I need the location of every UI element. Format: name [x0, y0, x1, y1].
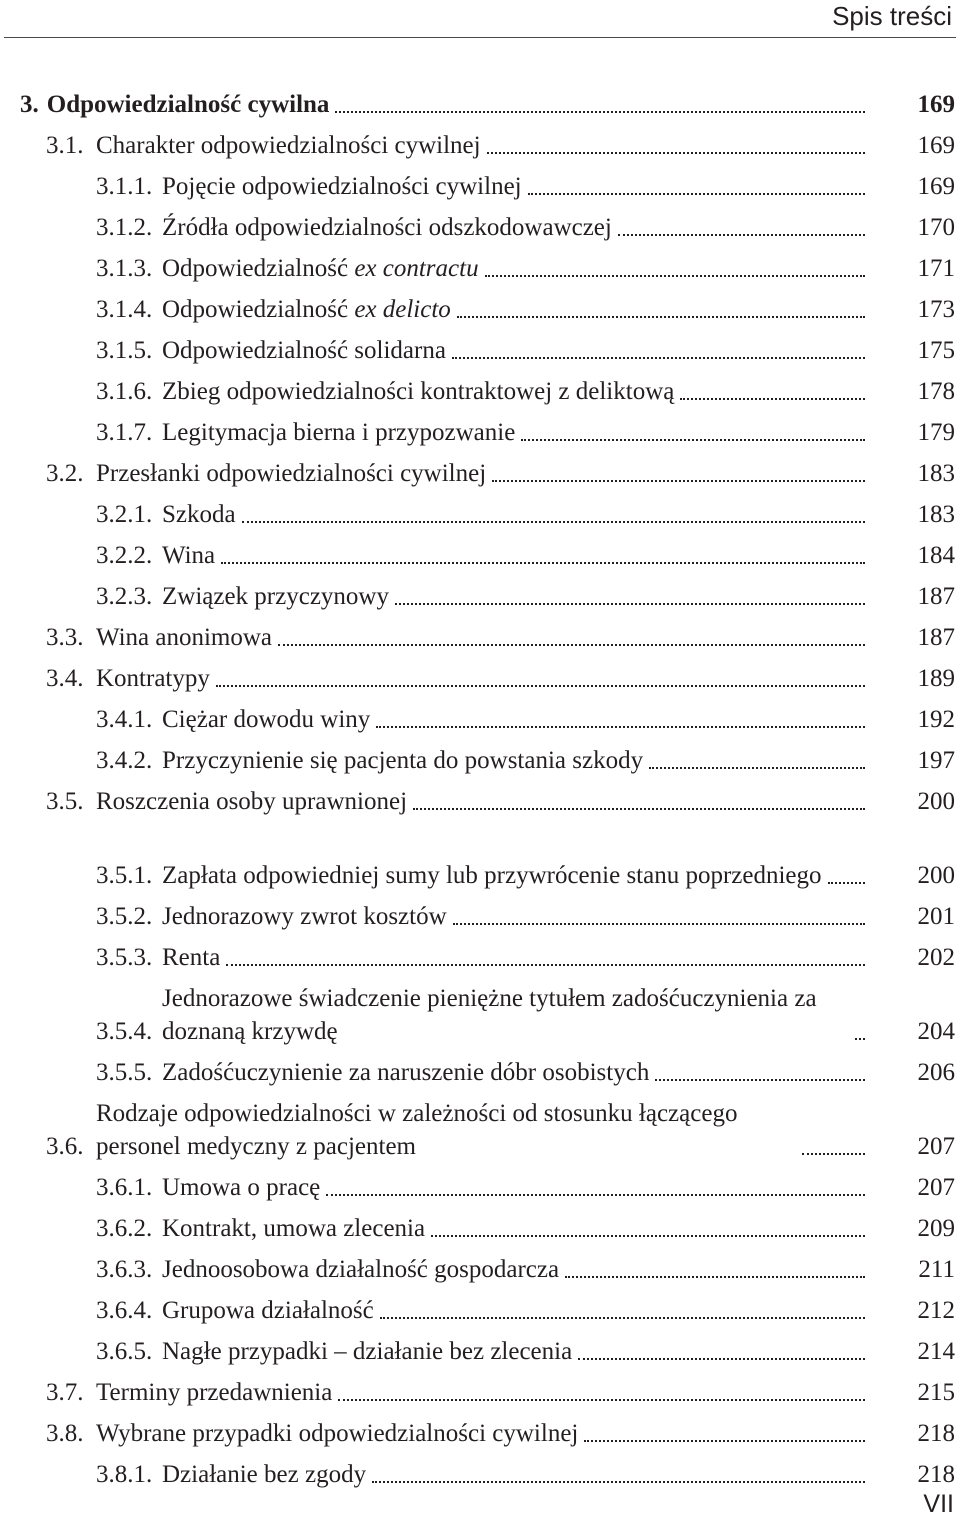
- toc-entry-title-text: Ciężar dowodu winy: [162, 706, 371, 733]
- dot-leader: [584, 1440, 865, 1442]
- toc-entry-title: [96, 1376, 332, 1409]
- toc-entry-title-wrap: [47, 88, 903, 121]
- toc-entry-title-text: Odpowiedzialność: [162, 255, 355, 282]
- dot-leader: [802, 1153, 865, 1155]
- toc-entry: [96, 818, 960, 892]
- toc-entry-title-wrap: [162, 744, 903, 777]
- dot-leader: [216, 685, 865, 687]
- toc-entry: [46, 1409, 960, 1450]
- toc-entry-number: 3.6.5.: [96, 1338, 153, 1365]
- toc-entry-number: 3.2.1.: [96, 501, 153, 528]
- toc-entry-page-number: 187: [917, 583, 955, 610]
- toc-entry-number: 3.3.: [46, 624, 84, 651]
- toc-entry-title-text: Działanie bez zgody: [162, 1461, 367, 1488]
- toc-entry-number: 3.4.2.: [96, 747, 153, 774]
- toc-entry-title: [162, 580, 389, 613]
- toc-entry-page-number: 207: [917, 1133, 955, 1160]
- toc-entry-title-text: Wina anonimowa: [96, 624, 273, 651]
- toc-entry-title-text: Przyczynienie się pacjenta do powstania szkody: [162, 747, 644, 774]
- toc-entry-title: [162, 498, 236, 531]
- dot-leader: [278, 644, 865, 646]
- toc-entry-page-number: 214: [917, 1338, 955, 1365]
- toc-entry-title-text: Renta: [162, 944, 221, 971]
- toc-entry-title-wrap: [96, 129, 903, 162]
- dot-leader: [649, 767, 865, 769]
- toc-entry-page-number: 218: [917, 1420, 955, 1447]
- dot-leader: [380, 1317, 865, 1319]
- toc-entry-page-number: 206: [917, 1059, 955, 1086]
- toc-entry-page-number: 202: [917, 944, 955, 971]
- toc-entry-number: 3.2.: [46, 460, 84, 487]
- toc-entry-page-number: 189: [917, 665, 955, 692]
- toc-entry: [96, 1327, 960, 1368]
- toc-entry: [46, 777, 960, 818]
- dot-leader: [431, 1235, 865, 1237]
- toc-entry-number: 3.2.2.: [96, 542, 153, 569]
- toc-entry-number: 3.1.1.: [96, 173, 153, 200]
- toc-entry-title-wrap: [162, 1458, 903, 1491]
- toc-entry-number: 3.4.1.: [96, 706, 153, 733]
- dot-leader: [618, 234, 865, 236]
- toc-entry-title-wrap: [162, 1294, 903, 1327]
- dot-leader: [376, 726, 865, 728]
- toc-entry-title-wrap: [162, 1212, 903, 1245]
- toc-entry-number: 3.5.: [46, 788, 84, 815]
- toc-entry-title-text: Wina: [162, 542, 216, 569]
- toc-entry-title-wrap: [162, 334, 903, 367]
- toc-entry-title: [96, 1417, 578, 1450]
- toc-entry-title-wrap: [162, 1253, 903, 1286]
- toc-entry-page-number: 200: [917, 788, 955, 815]
- toc-entry-page-number: 211: [918, 1256, 955, 1283]
- toc-entry: [20, 80, 960, 121]
- toc-entry-title: [162, 1458, 366, 1491]
- toc-entry-title-text: Odpowiedzialność cywilna: [46, 91, 330, 118]
- toc-entry-number: 3.5.2.: [96, 903, 153, 930]
- toc-entry: [96, 1450, 960, 1491]
- toc-entry-number: 3.5.4.: [96, 1018, 153, 1045]
- toc-entry-number: 3.1.2.: [96, 214, 153, 241]
- toc-entry-title: [162, 170, 522, 203]
- toc-entry-title-wrap: [96, 457, 903, 490]
- toc-entry-page-number: 175: [917, 337, 955, 364]
- toc-entry-page-number: 187: [917, 624, 955, 651]
- toc-entry-title-wrap: [96, 662, 903, 695]
- toc-entry-title-text: Terminy przedawnienia: [96, 1379, 333, 1406]
- toc-entry-title-wrap: [162, 1056, 903, 1089]
- toc-entry: [96, 736, 960, 777]
- toc-entry: [46, 654, 960, 695]
- toc-entry-number: 3.6.2.: [96, 1215, 153, 1242]
- toc-entry: [96, 367, 960, 408]
- toc-entry-page-number: 197: [917, 747, 955, 774]
- toc-entry-title-text: Jednoosobowa działalność gospodarcza: [162, 1256, 560, 1283]
- toc-entry-page-number: 218: [917, 1461, 955, 1488]
- toc-entry: [96, 1204, 960, 1245]
- toc-entry: [96, 892, 960, 933]
- dot-leader: [485, 275, 865, 277]
- toc-entry-page-number: 173: [917, 296, 955, 323]
- toc-entry-title-italic: ex contractu: [354, 255, 479, 282]
- toc-entry-title-text: Zapłata odpowiedniej sumy lub przywrócenie stanu poprzedniego: [162, 862, 822, 889]
- toc-entry-page-number: 169: [917, 132, 955, 159]
- toc-entry-title-text: Zadośćuczynienie za naruszenie dóbr osobistych: [162, 1059, 650, 1086]
- toc-entry-title: [96, 785, 407, 818]
- toc-entry-title-wrap: [96, 1097, 903, 1163]
- dot-leader: [655, 1079, 865, 1081]
- dot-leader: [452, 357, 865, 359]
- toc-entry: [96, 162, 960, 203]
- toc-entry-title: [162, 859, 822, 892]
- toc-entry-number: 3.1.7.: [96, 419, 153, 446]
- toc-entry-page-number: 212: [917, 1297, 955, 1324]
- toc-entry-title-wrap: [162, 416, 903, 449]
- toc-entry-title: [162, 539, 215, 572]
- toc-entry-title: [162, 703, 370, 736]
- toc-entry: [46, 1368, 960, 1409]
- toc-entry-number: 3.5.1.: [96, 862, 153, 889]
- toc-entry: [96, 1048, 960, 1089]
- toc-entry: [46, 1089, 960, 1163]
- dot-leader: [680, 398, 865, 400]
- toc-entry-page-number: 179: [917, 419, 955, 446]
- toc-entry: [96, 490, 960, 531]
- table-of-contents: [0, 80, 960, 1491]
- toc-entry-title-italic: ex delicto: [354, 296, 451, 323]
- toc-entry-title-text: Odpowiedzialność: [162, 296, 355, 323]
- toc-entry: [96, 933, 960, 974]
- toc-entry-number: 3.7.: [46, 1379, 84, 1406]
- toc-entry-title: [162, 211, 612, 244]
- toc-entry-number: 3.6.3.: [96, 1256, 153, 1283]
- dot-leader: [565, 1276, 865, 1278]
- dot-leader: [372, 1481, 865, 1483]
- toc-entry-number: 3.4.: [46, 665, 84, 692]
- toc-entry: [96, 244, 960, 285]
- toc-entry-page-number: 192: [917, 706, 955, 733]
- toc-entry-number: 3.1.6.: [96, 378, 153, 405]
- toc-entry-number: 3.5.3.: [96, 944, 153, 971]
- toc-entry-title: [162, 375, 674, 408]
- toc-entry-page-number: 201: [917, 903, 955, 930]
- toc-entry-title: [96, 662, 210, 695]
- toc-entry-title: [162, 941, 220, 974]
- toc-entry-title-text: Rodzaje odpowiedzialności w zależności od stosunku łączącego personel medyczny z pacjentem: [96, 1100, 744, 1160]
- toc-entry-page-number: 171: [917, 255, 955, 282]
- toc-entry-page-number: 169: [917, 173, 955, 200]
- toc-entry: [96, 1286, 960, 1327]
- toc-entry-title-text: Odpowiedzialność solidarna: [162, 337, 446, 364]
- toc-entry-title-wrap: [162, 703, 903, 736]
- toc-entry-title-wrap: [162, 539, 903, 572]
- toc-entry-title-wrap: [162, 941, 903, 974]
- toc-entry-title-wrap: [96, 1417, 903, 1450]
- dot-leader: [226, 964, 865, 966]
- toc-entry-title: [162, 744, 643, 777]
- toc-entry: [46, 613, 960, 654]
- toc-entry-number: 3.1.5.: [96, 337, 153, 364]
- toc-entry-number: 3.1.: [46, 132, 84, 159]
- toc-entry-title-wrap: [162, 211, 903, 244]
- toc-entry-page-number: 200: [917, 862, 955, 889]
- toc-entry-title: [162, 982, 849, 1048]
- dot-leader: [242, 521, 865, 523]
- dot-leader: [326, 1194, 865, 1196]
- toc-entry-title: [162, 1335, 572, 1368]
- toc-entry-title-text: Kontratypy: [96, 665, 210, 692]
- toc-entry-title: [162, 1212, 425, 1245]
- toc-entry: [96, 572, 960, 613]
- page-number: VII: [923, 1490, 954, 1518]
- dot-leader: [578, 1358, 865, 1360]
- toc-entry-title-text: Kontrakt, umowa zlecenia: [162, 1215, 426, 1242]
- toc-entry-title: [96, 129, 481, 162]
- dot-leader: [487, 152, 865, 154]
- toc-entry-number: 3.8.: [46, 1420, 84, 1447]
- toc-entry-title-wrap: [162, 900, 903, 933]
- toc-entry-title-text: Źródła odpowiedzialności odszkodowawczej: [162, 214, 612, 241]
- toc-entry-title-wrap: [162, 1171, 903, 1204]
- toc-entry-title: [162, 1253, 559, 1286]
- toc-entry-title-wrap: [96, 621, 903, 654]
- toc-entry-title-text: Szkoda: [162, 501, 236, 528]
- toc-entry-title-wrap: [162, 982, 903, 1048]
- toc-entry-page-number: 169: [917, 91, 955, 118]
- toc-entry-number: 3.5.5.: [96, 1059, 153, 1086]
- toc-entry-number: 3.8.1.: [96, 1461, 153, 1488]
- toc-entry-title-text: Wybrane przypadki odpowiedzialności cywilnej: [96, 1420, 579, 1447]
- toc-entry-number: 3.2.3.: [96, 583, 153, 610]
- toc-entry-title-wrap: [162, 375, 903, 408]
- dot-leader: [453, 923, 865, 925]
- toc-entry-number: 3.1.4.: [96, 296, 153, 323]
- running-header-title: Spis treści: [832, 1, 952, 31]
- toc-entry-title-text: Związek przyczynowy: [162, 583, 389, 610]
- toc-entry-title: [47, 88, 330, 121]
- dot-leader: [521, 439, 865, 441]
- toc-entry-title-text: Roszczenia osoby uprawnionej: [96, 788, 408, 815]
- toc-entry-title: [162, 293, 451, 326]
- toc-entry-number: 3.6.: [46, 1133, 84, 1160]
- toc-entry-title: [96, 1097, 796, 1163]
- toc-entry-number: 3.1.3.: [96, 255, 153, 282]
- toc-entry-title-text: Zbieg odpowiedzialności kontraktowej z deliktową: [162, 378, 675, 405]
- toc-entry-page-number: 183: [917, 501, 955, 528]
- toc-entry-number: 3.6.1.: [96, 1174, 153, 1201]
- toc-entry-title: [162, 900, 447, 933]
- toc-entry: [96, 1163, 960, 1204]
- toc-entry-title-wrap: [162, 859, 903, 892]
- header-rule: [4, 37, 956, 38]
- toc-entry-page-number: 170: [917, 214, 955, 241]
- toc-entry: [96, 326, 960, 367]
- dot-leader: [221, 562, 865, 564]
- dot-leader: [395, 603, 865, 605]
- dot-leader: [413, 808, 865, 810]
- toc-entry-title: [96, 457, 486, 490]
- toc-entry-title-text: Pojęcie odpowiedzialności cywilnej: [162, 173, 522, 200]
- toc-entry-title-text: Jednorazowy zwrot kosztów: [162, 903, 447, 930]
- toc-entry: [96, 974, 960, 1048]
- dot-leader: [855, 1038, 865, 1040]
- toc-entry-title: [162, 416, 515, 449]
- toc-entry-page-number: 178: [917, 378, 955, 405]
- toc-entry-title-wrap: [96, 1376, 903, 1409]
- toc-entry-page-number: 207: [917, 1174, 955, 1201]
- toc-entry: [96, 285, 960, 326]
- toc-entry-number: 3.6.4.: [96, 1297, 153, 1324]
- toc-entry-page-number: 204: [917, 1018, 955, 1045]
- toc-entry-number: 3.: [20, 91, 39, 118]
- toc-entry: [96, 1245, 960, 1286]
- toc-entry-title-text: Grupowa działalność: [162, 1297, 374, 1324]
- toc-entry-title-wrap: [96, 785, 903, 818]
- toc-entry-title-wrap: [162, 1335, 903, 1368]
- toc-entry-page-number: 184: [917, 542, 955, 569]
- dot-leader: [492, 480, 865, 482]
- dot-leader: [528, 193, 865, 195]
- toc-entry-title-wrap: [162, 293, 903, 326]
- toc-entry-title-wrap: [162, 580, 903, 613]
- dot-leader: [335, 111, 865, 113]
- toc-entry-title-text: Przesłanki odpowiedzialności cywilnej: [96, 460, 487, 487]
- toc-entry-title-wrap: [162, 498, 903, 531]
- toc-entry-title: [162, 1294, 374, 1327]
- toc-entry-title: [162, 1171, 320, 1204]
- toc-entry-title-wrap: [162, 170, 903, 203]
- dot-leader: [338, 1399, 865, 1401]
- toc-entry-page-number: 183: [917, 460, 955, 487]
- toc-entry: [96, 408, 960, 449]
- toc-entry-title-text: Charakter odpowiedzialności cywilnej: [96, 132, 481, 159]
- toc-entry-title-text: Jednorazowe świadczenie pieniężne tytułem zadośćuczynienia za doznaną krzywdę: [162, 985, 823, 1045]
- toc-entry: [46, 449, 960, 490]
- toc-entry-title-text: Umowa o pracę: [162, 1174, 321, 1201]
- dot-leader: [828, 882, 865, 884]
- toc-entry: [96, 695, 960, 736]
- toc-entry: [46, 121, 960, 162]
- toc-entry-page-number: 215: [917, 1379, 955, 1406]
- toc-entry-title: [162, 334, 446, 367]
- toc-entry: [96, 203, 960, 244]
- toc-entry-title: [162, 252, 479, 285]
- toc-entry-title: [96, 621, 272, 654]
- toc-entry-title-wrap: [162, 252, 903, 285]
- dot-leader: [457, 316, 865, 318]
- toc-entry-title: [162, 1056, 649, 1089]
- toc-entry-title-text: Legitymacja bierna i przypozwanie: [162, 419, 516, 446]
- toc-entry: [96, 531, 960, 572]
- toc-entry-title-text: Nagłe przypadki – działanie bez zlecenia: [162, 1338, 573, 1365]
- toc-entry-page-number: 209: [917, 1215, 955, 1242]
